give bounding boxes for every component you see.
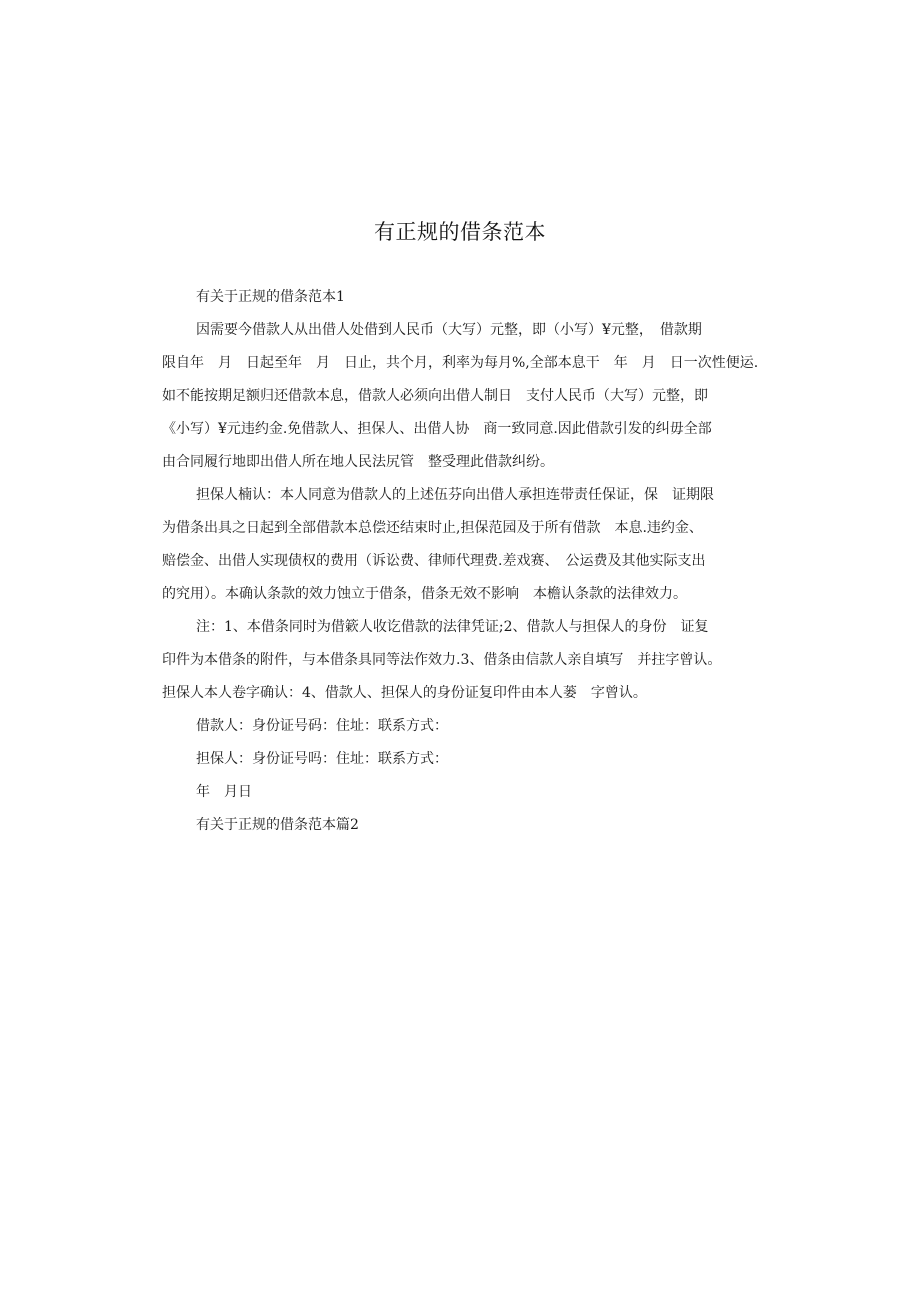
- note-line-1: 注：1、本借条同时为借簌人收讫借款的法律凭证;2、借款人与担保人的身份 证复: [196, 619, 709, 635]
- document-title: 有正规的借条范本: [374, 220, 546, 244]
- paragraph-1-line-5: 由合同履行地即出借人所在地人民法尻管 整受理此借款纠纷。: [162, 454, 554, 470]
- paragraph-1-line-1: 因需要今借款人从出借人处借到人民币（大写）元整，即（小写）¥元整， 借款期: [196, 322, 702, 338]
- section-heading-2: 有关于正规的借条范本篇2: [196, 817, 359, 833]
- paragraph-1-line-2: 限自年 月 日起至年 月 日止，共个月，利率为每月%,全部本息干 年 月 日一次性便运.: [162, 355, 759, 371]
- paragraph-2-line-1: 担保人楠认：本人同意为借款人的上述伍芬向出借人承担连带责任保证，保 证期限: [196, 487, 714, 503]
- section-heading-1: 有关于正规的借条范本1: [196, 289, 345, 305]
- paragraph-1-line-3: 如不能按期足额归还借款本息，借款人必须向出借人制日 支付人民币（大写）元整，即: [162, 388, 708, 404]
- paragraph-2-line-2: 为借条出具之日起到全部借款本总偿还结束时止,担保范园及于所有借款 本息.违约金、: [162, 520, 703, 536]
- paragraph-2-line-4: 的究用）。本确认条款的效力蚀立于借条，借条无效不影响 本檐认条款的法律效力。: [162, 586, 687, 602]
- date-line: 年 月日: [196, 784, 252, 800]
- borrower-info-line: 借款人：身份证号码：住址：联系方式：: [196, 718, 448, 734]
- note-line-2: 印件为本借条的附件，与本借条具同等法作效力.3、借条由信款人亲自填写 并拄字曾认。: [162, 652, 722, 668]
- guarantor-info-line: 担保人：身份证号吗：住址：联系方式：: [196, 751, 448, 767]
- note-line-3: 担保人本人卷字确认：4、借款人、担保人的身份证复印件由本人蒌 字曾认。: [162, 685, 647, 701]
- paragraph-1-line-4: 《小写）¥元违约金.免借款人、担保人、出借人协 商一致同意.因此借款引发的纠毋全部: [162, 421, 712, 437]
- paragraph-2-line-3: 赔偿金、出借人实现债权的费用（诉讼费、律师代理费.差戏赛、 公运费及其他实际支出: [162, 553, 706, 569]
